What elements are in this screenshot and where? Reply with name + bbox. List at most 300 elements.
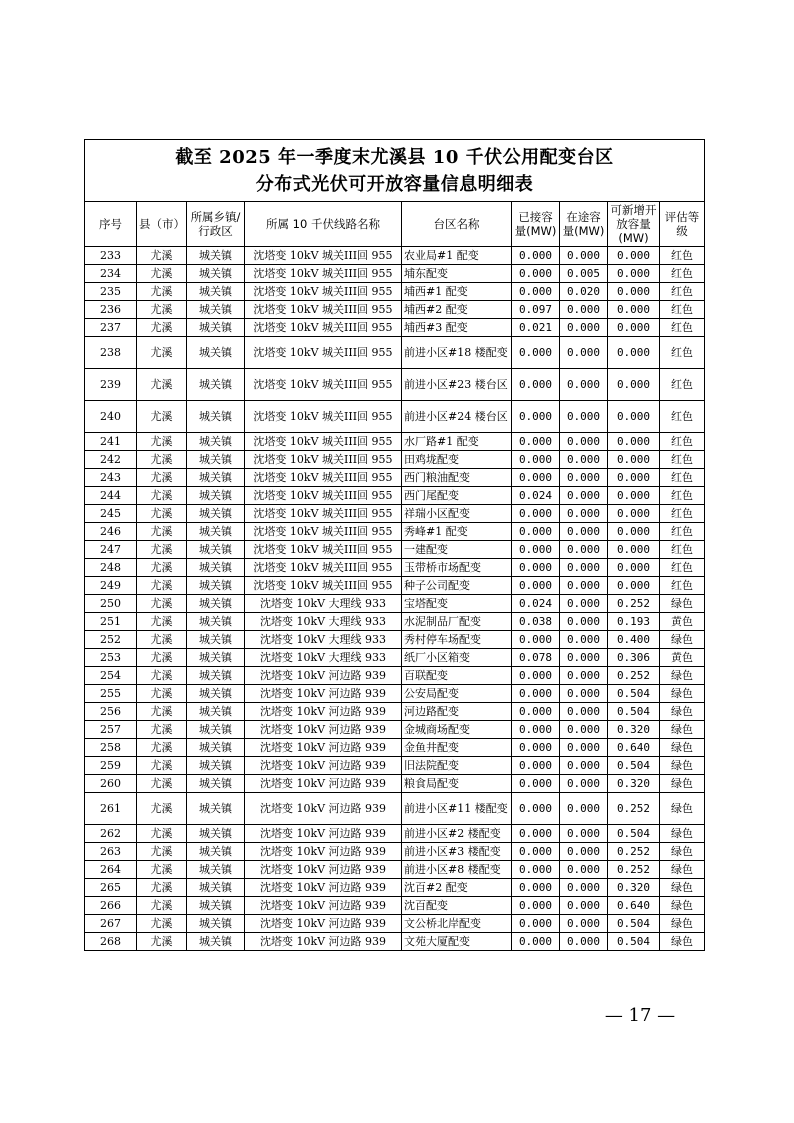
cell-new-open: 0.000 (608, 433, 660, 451)
cell-new-open: 0.252 (608, 843, 660, 861)
cell-area-name: 文苑大厦配变 (402, 933, 512, 951)
cell-connected: 0.000 (512, 541, 560, 559)
col-header-connected: 已接容量(MW) (512, 202, 560, 247)
cell-town: 城关镇 (187, 667, 245, 685)
cell-in-progress: 0.000 (560, 505, 608, 523)
cell-connected: 0.000 (512, 861, 560, 879)
cell-town: 城关镇 (187, 843, 245, 861)
cell-grade: 绿色 (660, 685, 705, 703)
cell-grade: 红色 (660, 451, 705, 469)
table-row (85, 613, 705, 631)
cell-new-open: 0.504 (608, 933, 660, 951)
cell-index: 237 (85, 319, 137, 337)
cell-connected: 0.000 (512, 897, 560, 915)
cell-area-name: 前进小区#18 楼配变 (402, 337, 512, 369)
cell-in-progress: 0.000 (560, 933, 608, 951)
cell-grade: 绿色 (660, 703, 705, 721)
cell-county: 尤溪 (137, 685, 187, 703)
table-row (85, 541, 705, 559)
cell-connected: 0.000 (512, 265, 560, 283)
cell-line-name: 沈塔变 10kV 城关III回 955 (245, 319, 402, 337)
cell-connected: 0.000 (512, 505, 560, 523)
cell-new-open: 0.193 (608, 613, 660, 631)
cell-new-open: 0.000 (608, 541, 660, 559)
table-body (85, 247, 705, 951)
cell-town: 城关镇 (187, 933, 245, 951)
cell-area-name: 前进小区#23 楼台区 (402, 369, 512, 401)
cell-line-name: 沈塔变 10kV 城关III回 955 (245, 369, 402, 401)
cell-connected: 0.000 (512, 915, 560, 933)
cell-county: 尤溪 (137, 631, 187, 649)
cell-new-open: 0.320 (608, 721, 660, 739)
cell-line-name: 沈塔变 10kV 河边路 939 (245, 825, 402, 843)
cell-area-name: 埔西#2 配变 (402, 301, 512, 319)
cell-new-open: 0.000 (608, 401, 660, 433)
cell-in-progress: 0.000 (560, 451, 608, 469)
cell-town: 城关镇 (187, 631, 245, 649)
table-row (85, 505, 705, 523)
cell-county: 尤溪 (137, 843, 187, 861)
cell-county: 尤溪 (137, 283, 187, 301)
cell-county: 尤溪 (137, 933, 187, 951)
cell-line-name: 沈塔变 10kV 河边路 939 (245, 757, 402, 775)
cell-index: 243 (85, 469, 137, 487)
cell-county: 尤溪 (137, 247, 187, 265)
table-row (85, 247, 705, 265)
cell-grade: 红色 (660, 265, 705, 283)
col-header-area-name: 台区名称 (402, 202, 512, 247)
cell-county: 尤溪 (137, 265, 187, 283)
cell-area-name: 金城商场配变 (402, 721, 512, 739)
cell-new-open: 0.252 (608, 861, 660, 879)
cell-line-name: 沈塔变 10kV 城关III回 955 (245, 401, 402, 433)
cell-index: 263 (85, 843, 137, 861)
cell-in-progress: 0.000 (560, 433, 608, 451)
cell-index: 267 (85, 915, 137, 933)
cell-new-open: 0.000 (608, 337, 660, 369)
cell-index: 244 (85, 487, 137, 505)
cell-grade: 绿色 (660, 915, 705, 933)
cell-line-name: 沈塔变 10kV 河边路 939 (245, 793, 402, 825)
table-row (85, 595, 705, 613)
table-row (85, 703, 705, 721)
cell-index: 258 (85, 739, 137, 757)
cell-grade: 绿色 (660, 825, 705, 843)
cell-index: 245 (85, 505, 137, 523)
cell-line-name: 沈塔变 10kV 河边路 939 (245, 861, 402, 879)
cell-in-progress: 0.000 (560, 337, 608, 369)
cell-county: 尤溪 (137, 301, 187, 319)
cell-index: 255 (85, 685, 137, 703)
cell-grade: 黄色 (660, 649, 705, 667)
table-row (85, 667, 705, 685)
table-row (85, 793, 705, 825)
cell-county: 尤溪 (137, 793, 187, 825)
cell-connected: 0.024 (512, 595, 560, 613)
cell-connected: 0.000 (512, 401, 560, 433)
cell-in-progress: 0.000 (560, 369, 608, 401)
cell-in-progress: 0.000 (560, 577, 608, 595)
cell-in-progress: 0.000 (560, 559, 608, 577)
cell-new-open: 0.000 (608, 247, 660, 265)
cell-new-open: 0.000 (608, 469, 660, 487)
cell-area-name: 水厂路#1 配变 (402, 433, 512, 451)
cell-in-progress: 0.000 (560, 843, 608, 861)
cell-in-progress: 0.000 (560, 685, 608, 703)
cell-town: 城关镇 (187, 739, 245, 757)
cell-new-open: 0.400 (608, 631, 660, 649)
cell-grade: 红色 (660, 559, 705, 577)
cell-county: 尤溪 (137, 505, 187, 523)
table-row (85, 897, 705, 915)
cell-county: 尤溪 (137, 319, 187, 337)
cell-grade: 红色 (660, 301, 705, 319)
cell-town: 城关镇 (187, 433, 245, 451)
cell-town: 城关镇 (187, 247, 245, 265)
cell-new-open: 0.252 (608, 595, 660, 613)
cell-new-open: 0.000 (608, 487, 660, 505)
cell-in-progress: 0.000 (560, 523, 608, 541)
cell-town: 城关镇 (187, 369, 245, 401)
cell-line-name: 沈塔变 10kV 河边路 939 (245, 915, 402, 933)
cell-new-open: 0.000 (608, 369, 660, 401)
cell-grade: 红色 (660, 283, 705, 301)
cell-area-name: 西门粮油配变 (402, 469, 512, 487)
cell-town: 城关镇 (187, 915, 245, 933)
cell-connected: 0.021 (512, 319, 560, 337)
table-row (85, 401, 705, 433)
cell-connected: 0.000 (512, 523, 560, 541)
cell-index: 251 (85, 613, 137, 631)
cell-county: 尤溪 (137, 861, 187, 879)
cell-town: 城关镇 (187, 721, 245, 739)
cell-area-name: 埔东配变 (402, 265, 512, 283)
cell-connected: 0.000 (512, 247, 560, 265)
cell-connected: 0.000 (512, 451, 560, 469)
col-header-line-name: 所属 10 千伏线路名称 (245, 202, 402, 247)
cell-line-name: 沈塔变 10kV 城关III回 955 (245, 469, 402, 487)
cell-town: 城关镇 (187, 685, 245, 703)
cell-new-open: 0.252 (608, 793, 660, 825)
cell-town: 城关镇 (187, 703, 245, 721)
cell-index: 238 (85, 337, 137, 369)
cell-county: 尤溪 (137, 541, 187, 559)
cell-town: 城关镇 (187, 541, 245, 559)
cell-in-progress: 0.000 (560, 793, 608, 825)
cell-county: 尤溪 (137, 487, 187, 505)
cell-index: 265 (85, 879, 137, 897)
cell-new-open: 0.000 (608, 319, 660, 337)
cell-new-open: 0.000 (608, 523, 660, 541)
cell-county: 尤溪 (137, 879, 187, 897)
table-title-line2: 分布式光伏可开放容量信息明细表 (255, 174, 534, 195)
cell-area-name: 沈百配变 (402, 897, 512, 915)
cell-town: 城关镇 (187, 523, 245, 541)
cell-county: 尤溪 (137, 613, 187, 631)
cell-area-name: 西门尾配变 (402, 487, 512, 505)
cell-in-progress: 0.000 (560, 703, 608, 721)
cell-grade: 绿色 (660, 739, 705, 757)
cell-grade: 红色 (660, 319, 705, 337)
cell-grade: 红色 (660, 487, 705, 505)
cell-in-progress: 0.000 (560, 775, 608, 793)
cell-town: 城关镇 (187, 649, 245, 667)
cell-town: 城关镇 (187, 861, 245, 879)
cell-line-name: 沈塔变 10kV 城关III回 955 (245, 283, 402, 301)
cell-new-open: 0.000 (608, 577, 660, 595)
table-row (85, 451, 705, 469)
cell-town: 城关镇 (187, 825, 245, 843)
cell-town: 城关镇 (187, 897, 245, 915)
table-row (85, 775, 705, 793)
col-header-index: 序号 (85, 202, 137, 247)
cell-connected: 0.000 (512, 933, 560, 951)
cell-line-name: 沈塔变 10kV 河边路 939 (245, 897, 402, 915)
cell-grade: 绿色 (660, 861, 705, 879)
cell-town: 城关镇 (187, 265, 245, 283)
table-row (85, 337, 705, 369)
cell-new-open: 0.640 (608, 897, 660, 915)
cell-connected: 0.024 (512, 487, 560, 505)
cell-area-name: 秀村停车场配变 (402, 631, 512, 649)
cell-new-open: 0.504 (608, 703, 660, 721)
cell-line-name: 沈塔变 10kV 城关III回 955 (245, 337, 402, 369)
cell-connected: 0.000 (512, 703, 560, 721)
cell-grade: 黄色 (660, 613, 705, 631)
cell-connected: 0.000 (512, 559, 560, 577)
cell-new-open: 0.504 (608, 757, 660, 775)
table-row (85, 915, 705, 933)
cell-town: 城关镇 (187, 451, 245, 469)
cell-county: 尤溪 (137, 401, 187, 433)
cell-index: 240 (85, 401, 137, 433)
cell-county: 尤溪 (137, 595, 187, 613)
cell-in-progress: 0.000 (560, 915, 608, 933)
cell-area-name: 前进小区#8 楼配变 (402, 861, 512, 879)
cell-connected: 0.000 (512, 775, 560, 793)
cell-index: 235 (85, 283, 137, 301)
table-row (85, 301, 705, 319)
cell-grade: 绿色 (660, 897, 705, 915)
cell-line-name: 沈塔变 10kV 大理线 933 (245, 613, 402, 631)
cell-new-open: 0.504 (608, 915, 660, 933)
cell-index: 242 (85, 451, 137, 469)
cell-county: 尤溪 (137, 825, 187, 843)
table-row (85, 721, 705, 739)
cell-grade: 绿色 (660, 933, 705, 951)
cell-county: 尤溪 (137, 897, 187, 915)
cell-in-progress: 0.000 (560, 649, 608, 667)
cell-line-name: 沈塔变 10kV 大理线 933 (245, 649, 402, 667)
cell-connected: 0.000 (512, 433, 560, 451)
cell-new-open: 0.000 (608, 505, 660, 523)
cell-county: 尤溪 (137, 451, 187, 469)
table-row (85, 265, 705, 283)
cell-grade: 红色 (660, 469, 705, 487)
cell-grade: 绿色 (660, 879, 705, 897)
cell-county: 尤溪 (137, 469, 187, 487)
cell-in-progress: 0.000 (560, 897, 608, 915)
table-row (85, 433, 705, 451)
cell-new-open: 0.000 (608, 301, 660, 319)
cell-grade: 绿色 (660, 775, 705, 793)
table-row (85, 825, 705, 843)
table-row (85, 577, 705, 595)
table-row (85, 559, 705, 577)
cell-line-name: 沈塔变 10kV 城关III回 955 (245, 577, 402, 595)
cell-line-name: 沈塔变 10kV 城关III回 955 (245, 559, 402, 577)
cell-town: 城关镇 (187, 577, 245, 595)
cell-grade: 红色 (660, 369, 705, 401)
cell-grade: 红色 (660, 401, 705, 433)
cell-grade: 红色 (660, 247, 705, 265)
cell-area-name: 玉带桥市场配变 (402, 559, 512, 577)
cell-line-name: 沈塔变 10kV 河边路 939 (245, 739, 402, 757)
cell-connected: 0.097 (512, 301, 560, 319)
cell-grade: 红色 (660, 505, 705, 523)
cell-town: 城关镇 (187, 469, 245, 487)
cell-area-name: 前进小区#11 楼配变 (402, 793, 512, 825)
table-row (85, 861, 705, 879)
col-header-town: 所属乡镇/行政区 (187, 202, 245, 247)
cell-town: 城关镇 (187, 757, 245, 775)
cell-index: 259 (85, 757, 137, 775)
cell-in-progress: 0.000 (560, 631, 608, 649)
cell-in-progress: 0.000 (560, 879, 608, 897)
cell-connected: 0.000 (512, 283, 560, 301)
cell-county: 尤溪 (137, 703, 187, 721)
cell-new-open: 0.320 (608, 775, 660, 793)
table-row (85, 685, 705, 703)
cell-town: 城关镇 (187, 775, 245, 793)
cell-area-name: 粮食局配变 (402, 775, 512, 793)
cell-connected: 0.000 (512, 825, 560, 843)
cell-line-name: 沈塔变 10kV 城关III回 955 (245, 265, 402, 283)
table-row (85, 631, 705, 649)
cell-area-name: 文公桥北岸配变 (402, 915, 512, 933)
cell-index: 239 (85, 369, 137, 401)
cell-area-name: 前进小区#24 楼台区 (402, 401, 512, 433)
cell-line-name: 沈塔变 10kV 城关III回 955 (245, 451, 402, 469)
cell-index: 248 (85, 559, 137, 577)
cell-county: 尤溪 (137, 433, 187, 451)
table-row (85, 843, 705, 861)
table-row (85, 487, 705, 505)
cell-area-name: 纸厂小区箱变 (402, 649, 512, 667)
cell-grade: 红色 (660, 337, 705, 369)
cell-connected: 0.078 (512, 649, 560, 667)
cell-new-open: 0.640 (608, 739, 660, 757)
cell-county: 尤溪 (137, 577, 187, 595)
cell-grade: 绿色 (660, 757, 705, 775)
cell-area-name: 祥瑞小区配变 (402, 505, 512, 523)
cell-area-name: 农业局#1 配变 (402, 247, 512, 265)
header-row (85, 202, 705, 247)
cell-connected: 0.038 (512, 613, 560, 631)
page-number: — 17 — (604, 1005, 676, 1026)
cell-index: 253 (85, 649, 137, 667)
table-row (85, 739, 705, 757)
cell-town: 城关镇 (187, 319, 245, 337)
cell-in-progress: 0.000 (560, 401, 608, 433)
cell-area-name: 河边路配变 (402, 703, 512, 721)
cell-connected: 0.000 (512, 369, 560, 401)
cell-line-name: 沈塔变 10kV 河边路 939 (245, 703, 402, 721)
table-row (85, 523, 705, 541)
cell-connected: 0.000 (512, 793, 560, 825)
cell-in-progress: 0.000 (560, 487, 608, 505)
cell-town: 城关镇 (187, 595, 245, 613)
cell-index: 247 (85, 541, 137, 559)
cell-line-name: 沈塔变 10kV 城关III回 955 (245, 541, 402, 559)
cell-in-progress: 0.000 (560, 301, 608, 319)
cell-index: 234 (85, 265, 137, 283)
cell-in-progress: 0.000 (560, 721, 608, 739)
cell-index: 254 (85, 667, 137, 685)
cell-grade: 红色 (660, 433, 705, 451)
cell-county: 尤溪 (137, 667, 187, 685)
cell-county: 尤溪 (137, 369, 187, 401)
cell-area-name: 旧法院配变 (402, 757, 512, 775)
cell-new-open: 0.504 (608, 685, 660, 703)
cell-county: 尤溪 (137, 739, 187, 757)
cell-town: 城关镇 (187, 505, 245, 523)
cell-index: 233 (85, 247, 137, 265)
cell-new-open: 0.000 (608, 559, 660, 577)
cell-town: 城关镇 (187, 879, 245, 897)
cell-grade: 红色 (660, 523, 705, 541)
col-header-new-open: 可新增开放容量(MW) (608, 202, 660, 247)
cell-in-progress: 0.000 (560, 739, 608, 757)
col-header-county: 县（市） (137, 202, 187, 247)
cell-town: 城关镇 (187, 793, 245, 825)
cell-line-name: 沈塔变 10kV 河边路 939 (245, 775, 402, 793)
cell-area-name: 公安局配变 (402, 685, 512, 703)
cell-index: 266 (85, 897, 137, 915)
cell-line-name: 沈塔变 10kV 城关III回 955 (245, 247, 402, 265)
cell-area-name: 水泥制品厂配变 (402, 613, 512, 631)
cell-line-name: 沈塔变 10kV 河边路 939 (245, 667, 402, 685)
cell-in-progress: 0.000 (560, 667, 608, 685)
table-title-cell (85, 140, 705, 202)
cell-connected: 0.000 (512, 739, 560, 757)
cell-line-name: 沈塔变 10kV 河边路 939 (245, 843, 402, 861)
cell-area-name: 前进小区#2 楼配变 (402, 825, 512, 843)
cell-index: 268 (85, 933, 137, 951)
cell-new-open: 0.320 (608, 879, 660, 897)
cell-town: 城关镇 (187, 283, 245, 301)
cell-index: 260 (85, 775, 137, 793)
cell-index: 256 (85, 703, 137, 721)
cell-index: 236 (85, 301, 137, 319)
cell-in-progress: 0.000 (560, 757, 608, 775)
cell-index: 257 (85, 721, 137, 739)
table-row (85, 757, 705, 775)
cell-town: 城关镇 (187, 487, 245, 505)
cell-index: 262 (85, 825, 137, 843)
cell-county: 尤溪 (137, 523, 187, 541)
cell-county: 尤溪 (137, 775, 187, 793)
cell-connected: 0.000 (512, 667, 560, 685)
cell-county: 尤溪 (137, 721, 187, 739)
cell-connected: 0.000 (512, 337, 560, 369)
cell-area-name: 一建配变 (402, 541, 512, 559)
table-row (85, 649, 705, 667)
cell-in-progress: 0.000 (560, 825, 608, 843)
cell-area-name: 秀峰#1 配变 (402, 523, 512, 541)
cell-line-name: 沈塔变 10kV 大理线 933 (245, 595, 402, 613)
cell-index: 249 (85, 577, 137, 595)
